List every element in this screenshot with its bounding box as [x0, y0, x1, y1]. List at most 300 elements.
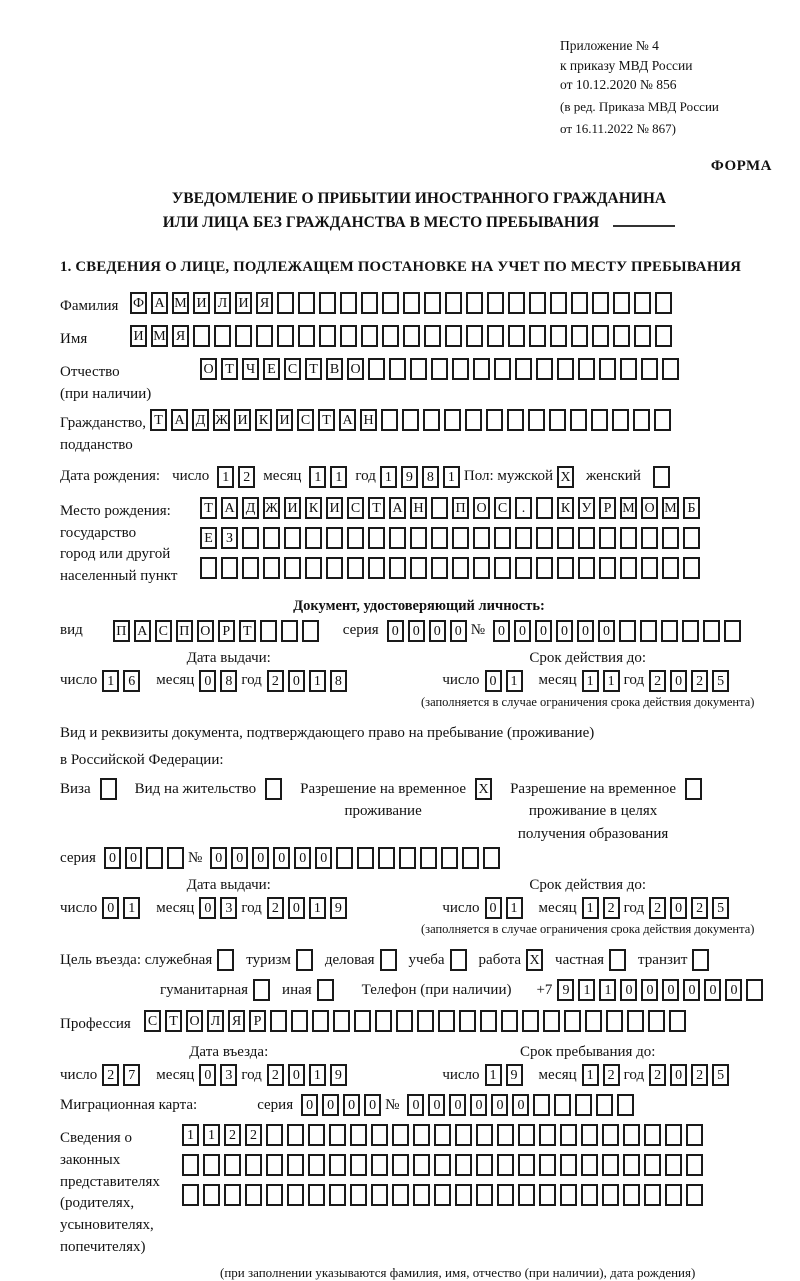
char-cell[interactable]: 0 — [102, 897, 119, 919]
char-cell[interactable] — [550, 325, 567, 347]
char-cell[interactable] — [455, 1124, 472, 1146]
char-cell[interactable]: Я — [172, 325, 189, 347]
char-cell[interactable] — [473, 557, 490, 579]
char-cell[interactable] — [350, 1154, 367, 1176]
char-cell[interactable] — [515, 557, 532, 579]
char-cell[interactable] — [410, 358, 427, 380]
char-cell[interactable]: С — [284, 358, 301, 380]
char-cell[interactable] — [182, 1184, 199, 1206]
char-cell[interactable] — [497, 1184, 514, 1206]
char-cell[interactable] — [403, 292, 420, 314]
char-cell[interactable]: 0 — [725, 979, 742, 1001]
char-cell[interactable]: Е — [263, 358, 280, 380]
char-cell[interactable] — [591, 409, 608, 431]
char-cell[interactable]: 2 — [102, 1064, 119, 1086]
char-cell[interactable] — [560, 1124, 577, 1146]
char-cell[interactable]: Н — [410, 497, 427, 519]
char-cell[interactable] — [413, 1184, 430, 1206]
char-cell[interactable]: 0 — [535, 620, 552, 642]
char-cell[interactable]: А — [171, 409, 188, 431]
char-cell[interactable] — [445, 292, 462, 314]
char-cell[interactable] — [682, 620, 699, 642]
char-cell[interactable] — [571, 292, 588, 314]
char-cell[interactable]: 0 — [273, 847, 290, 869]
char-cell[interactable]: И — [130, 325, 147, 347]
char-cell[interactable] — [606, 1010, 623, 1032]
char-cell[interactable] — [399, 847, 416, 869]
char-cell[interactable] — [539, 1124, 556, 1146]
char-cell[interactable]: 1 — [506, 670, 523, 692]
char-cell[interactable]: 0 — [199, 897, 216, 919]
char-cell[interactable] — [620, 358, 637, 380]
char-cell[interactable]: 5 — [712, 897, 729, 919]
char-cell[interactable] — [396, 1010, 413, 1032]
char-cell[interactable] — [260, 620, 277, 642]
char-cell[interactable] — [340, 325, 357, 347]
char-cell[interactable] — [570, 409, 587, 431]
char-cell[interactable]: 2 — [224, 1124, 241, 1146]
char-cell[interactable] — [368, 527, 385, 549]
char-cell[interactable]: 0 — [683, 979, 700, 1001]
char-cell[interactable] — [648, 1010, 665, 1032]
char-cell[interactable] — [235, 325, 252, 347]
char-cell[interactable] — [613, 325, 630, 347]
char-cell[interactable] — [224, 1154, 241, 1176]
char-cell[interactable]: . — [515, 497, 532, 519]
char-cell[interactable] — [497, 1154, 514, 1176]
char-cell[interactable] — [581, 1154, 598, 1176]
char-cell[interactable]: 0 — [470, 1094, 487, 1116]
char-cell[interactable]: 8 — [422, 466, 439, 488]
char-cell[interactable]: 9 — [330, 1064, 347, 1086]
char-cell[interactable] — [420, 847, 437, 869]
char-cell[interactable]: К — [255, 409, 272, 431]
char-cell[interactable]: О — [473, 497, 490, 519]
char-cell[interactable] — [382, 292, 399, 314]
char-cell[interactable] — [182, 1154, 199, 1176]
char-cell[interactable] — [692, 949, 709, 971]
char-cell[interactable]: 0 — [199, 1064, 216, 1086]
char-cell[interactable]: 1 — [506, 897, 523, 919]
char-cell[interactable] — [256, 325, 273, 347]
char-cell[interactable] — [361, 325, 378, 347]
char-cell[interactable] — [329, 1184, 346, 1206]
char-cell[interactable] — [575, 1094, 592, 1116]
char-cell[interactable]: Р — [218, 620, 235, 642]
char-cell[interactable] — [410, 557, 427, 579]
char-cell[interactable] — [494, 527, 511, 549]
char-cell[interactable] — [347, 527, 364, 549]
char-cell[interactable] — [308, 1184, 325, 1206]
char-cell[interactable]: 0 — [670, 670, 687, 692]
char-cell[interactable] — [665, 1124, 682, 1146]
char-cell[interactable]: Ж — [263, 497, 280, 519]
char-cell[interactable] — [455, 1154, 472, 1176]
char-cell[interactable]: 2 — [603, 897, 620, 919]
char-cell[interactable] — [392, 1184, 409, 1206]
char-cell[interactable] — [641, 557, 658, 579]
char-cell[interactable]: 0 — [301, 1094, 318, 1116]
char-cell[interactable]: 1 — [578, 979, 595, 1001]
char-cell[interactable] — [266, 1184, 283, 1206]
char-cell[interactable]: 0 — [252, 847, 269, 869]
char-cell[interactable] — [413, 1154, 430, 1176]
char-cell[interactable] — [329, 1124, 346, 1146]
char-cell[interactable]: 0 — [493, 620, 510, 642]
char-cell[interactable] — [557, 557, 574, 579]
char-cell[interactable] — [410, 527, 427, 549]
char-cell[interactable] — [305, 527, 322, 549]
char-cell[interactable]: 0 — [556, 620, 573, 642]
char-cell[interactable]: А — [389, 497, 406, 519]
char-cell[interactable]: Т — [200, 497, 217, 519]
char-cell[interactable] — [644, 1124, 661, 1146]
char-cell[interactable]: О — [347, 358, 364, 380]
char-cell[interactable] — [578, 527, 595, 549]
char-cell[interactable] — [146, 847, 163, 869]
char-cell[interactable]: 1 — [380, 466, 397, 488]
char-cell[interactable] — [494, 557, 511, 579]
char-cell[interactable] — [662, 358, 679, 380]
char-cell[interactable]: 0 — [428, 1094, 445, 1116]
char-cell[interactable] — [380, 949, 397, 971]
char-cell[interactable] — [298, 325, 315, 347]
char-cell[interactable] — [602, 1184, 619, 1206]
char-cell[interactable] — [507, 409, 524, 431]
char-cell[interactable] — [518, 1124, 535, 1146]
char-cell[interactable] — [476, 1184, 493, 1206]
char-cell[interactable] — [266, 1154, 283, 1176]
char-cell[interactable] — [483, 847, 500, 869]
char-cell[interactable]: 0 — [322, 1094, 339, 1116]
char-cell[interactable] — [333, 1010, 350, 1032]
char-cell[interactable] — [560, 1154, 577, 1176]
char-cell[interactable] — [287, 1124, 304, 1146]
char-cell[interactable] — [368, 358, 385, 380]
char-cell[interactable]: З — [221, 527, 238, 549]
char-cell[interactable] — [350, 1184, 367, 1206]
char-cell[interactable]: С — [494, 497, 511, 519]
char-cell[interactable]: Д — [242, 497, 259, 519]
char-cell[interactable] — [665, 1184, 682, 1206]
char-cell[interactable]: М — [172, 292, 189, 314]
char-cell[interactable]: И — [276, 409, 293, 431]
char-cell[interactable] — [528, 409, 545, 431]
char-cell[interactable] — [382, 325, 399, 347]
char-cell[interactable] — [302, 620, 319, 642]
char-cell[interactable] — [389, 358, 406, 380]
char-cell[interactable] — [501, 1010, 518, 1032]
char-cell[interactable] — [634, 292, 651, 314]
char-cell[interactable] — [438, 1010, 455, 1032]
char-cell[interactable]: 1 — [123, 897, 140, 919]
char-cell[interactable] — [224, 1184, 241, 1206]
char-cell[interactable]: 0 — [288, 897, 305, 919]
char-cell[interactable] — [655, 325, 672, 347]
char-cell[interactable] — [724, 620, 741, 642]
char-cell[interactable] — [266, 1124, 283, 1146]
char-cell[interactable]: М — [151, 325, 168, 347]
char-cell[interactable] — [641, 527, 658, 549]
char-cell[interactable]: К — [557, 497, 574, 519]
char-cell[interactable] — [683, 557, 700, 579]
char-cell[interactable] — [550, 292, 567, 314]
char-cell[interactable]: 0 — [512, 1094, 529, 1116]
char-cell[interactable]: С — [155, 620, 172, 642]
char-cell[interactable]: 0 — [449, 1094, 466, 1116]
char-cell[interactable]: П — [113, 620, 130, 642]
char-cell[interactable]: Т — [150, 409, 167, 431]
char-cell[interactable]: 2 — [649, 670, 666, 692]
char-cell[interactable] — [389, 557, 406, 579]
char-cell[interactable]: 9 — [330, 897, 347, 919]
char-cell[interactable] — [444, 409, 461, 431]
char-cell[interactable] — [662, 557, 679, 579]
char-cell[interactable] — [487, 325, 504, 347]
char-cell[interactable] — [578, 557, 595, 579]
char-cell[interactable] — [557, 527, 574, 549]
char-cell[interactable] — [560, 1184, 577, 1206]
char-cell[interactable] — [536, 527, 553, 549]
char-cell[interactable] — [452, 527, 469, 549]
char-cell[interactable] — [354, 1010, 371, 1032]
char-cell[interactable]: Т — [318, 409, 335, 431]
char-cell[interactable] — [424, 292, 441, 314]
char-cell[interactable] — [592, 325, 609, 347]
char-cell[interactable]: Т — [305, 358, 322, 380]
char-cell[interactable]: 6 — [123, 670, 140, 692]
char-cell[interactable]: 0 — [210, 847, 227, 869]
char-cell[interactable] — [634, 325, 651, 347]
char-cell[interactable]: 1 — [603, 670, 620, 692]
char-cell[interactable] — [242, 557, 259, 579]
char-cell[interactable]: X — [557, 466, 574, 488]
char-cell[interactable] — [265, 778, 282, 800]
char-cell[interactable] — [518, 1184, 535, 1206]
char-cell[interactable]: А — [151, 292, 168, 314]
char-cell[interactable] — [392, 1124, 409, 1146]
char-cell[interactable]: 2 — [691, 670, 708, 692]
char-cell[interactable] — [613, 292, 630, 314]
char-cell[interactable] — [654, 409, 671, 431]
char-cell[interactable]: 9 — [506, 1064, 523, 1086]
char-cell[interactable] — [494, 358, 511, 380]
char-cell[interactable] — [452, 557, 469, 579]
char-cell[interactable]: А — [339, 409, 356, 431]
char-cell[interactable] — [431, 527, 448, 549]
char-cell[interactable] — [602, 1124, 619, 1146]
char-cell[interactable] — [462, 847, 479, 869]
char-cell[interactable] — [326, 527, 343, 549]
char-cell[interactable] — [518, 1154, 535, 1176]
char-cell[interactable] — [291, 1010, 308, 1032]
char-cell[interactable] — [662, 527, 679, 549]
char-cell[interactable] — [423, 409, 440, 431]
char-cell[interactable] — [554, 1094, 571, 1116]
char-cell[interactable]: Я — [256, 292, 273, 314]
char-cell[interactable] — [452, 358, 469, 380]
char-cell[interactable] — [609, 949, 626, 971]
char-cell[interactable] — [371, 1154, 388, 1176]
char-cell[interactable]: Д — [192, 409, 209, 431]
char-cell[interactable] — [536, 358, 553, 380]
char-cell[interactable] — [539, 1154, 556, 1176]
char-cell[interactable] — [319, 292, 336, 314]
char-cell[interactable] — [543, 1010, 560, 1032]
char-cell[interactable] — [434, 1184, 451, 1206]
char-cell[interactable]: 0 — [231, 847, 248, 869]
char-cell[interactable]: О — [641, 497, 658, 519]
char-cell[interactable] — [685, 778, 702, 800]
char-cell[interactable]: И — [284, 497, 301, 519]
char-cell[interactable] — [497, 1124, 514, 1146]
char-cell[interactable]: 9 — [557, 979, 574, 1001]
char-cell[interactable]: Р — [599, 497, 616, 519]
char-cell[interactable] — [375, 1010, 392, 1032]
char-cell[interactable] — [486, 409, 503, 431]
char-cell[interactable]: 0 — [364, 1094, 381, 1116]
char-cell[interactable] — [381, 409, 398, 431]
char-cell[interactable] — [308, 1154, 325, 1176]
char-cell[interactable]: 2 — [267, 670, 284, 692]
char-cell[interactable] — [508, 325, 525, 347]
char-cell[interactable] — [686, 1124, 703, 1146]
char-cell[interactable] — [644, 1184, 661, 1206]
char-cell[interactable]: М — [662, 497, 679, 519]
char-cell[interactable] — [312, 1010, 329, 1032]
char-cell[interactable] — [378, 847, 395, 869]
char-cell[interactable] — [515, 527, 532, 549]
char-cell[interactable] — [371, 1184, 388, 1206]
char-cell[interactable]: 0 — [577, 620, 594, 642]
char-cell[interactable]: 2 — [691, 897, 708, 919]
char-cell[interactable] — [277, 325, 294, 347]
char-cell[interactable] — [203, 1184, 220, 1206]
char-cell[interactable]: 0 — [294, 847, 311, 869]
char-cell[interactable] — [623, 1154, 640, 1176]
char-cell[interactable] — [619, 620, 636, 642]
char-cell[interactable]: П — [452, 497, 469, 519]
char-cell[interactable]: 1 — [582, 897, 599, 919]
char-cell[interactable] — [599, 527, 616, 549]
char-cell[interactable] — [431, 557, 448, 579]
char-cell[interactable] — [623, 1124, 640, 1146]
char-cell[interactable] — [466, 292, 483, 314]
char-cell[interactable] — [200, 557, 217, 579]
char-cell[interactable] — [585, 1010, 602, 1032]
char-cell[interactable]: 0 — [514, 620, 531, 642]
char-cell[interactable] — [539, 1184, 556, 1206]
char-cell[interactable] — [361, 292, 378, 314]
char-cell[interactable]: О — [197, 620, 214, 642]
char-cell[interactable]: Л — [214, 292, 231, 314]
char-cell[interactable]: Е — [200, 527, 217, 549]
char-cell[interactable] — [515, 358, 532, 380]
char-cell[interactable] — [602, 1154, 619, 1176]
char-cell[interactable]: 0 — [429, 620, 446, 642]
char-cell[interactable] — [581, 1124, 598, 1146]
char-cell[interactable]: 1 — [309, 897, 326, 919]
char-cell[interactable]: 1 — [330, 466, 347, 488]
char-cell[interactable]: X — [526, 949, 543, 971]
char-cell[interactable] — [557, 358, 574, 380]
char-cell[interactable]: Т — [368, 497, 385, 519]
char-cell[interactable]: 2 — [691, 1064, 708, 1086]
char-cell[interactable]: 0 — [125, 847, 142, 869]
char-cell[interactable] — [340, 292, 357, 314]
char-cell[interactable] — [417, 1010, 434, 1032]
char-cell[interactable]: О — [186, 1010, 203, 1032]
char-cell[interactable] — [308, 1124, 325, 1146]
char-cell[interactable]: 0 — [485, 670, 502, 692]
char-cell[interactable]: 0 — [315, 847, 332, 869]
char-cell[interactable]: И — [193, 292, 210, 314]
char-cell[interactable]: 0 — [199, 670, 216, 692]
char-cell[interactable]: 8 — [330, 670, 347, 692]
char-cell[interactable]: 0 — [485, 897, 502, 919]
char-cell[interactable]: И — [235, 292, 252, 314]
char-cell[interactable] — [620, 527, 637, 549]
char-cell[interactable] — [431, 497, 448, 519]
char-cell[interactable] — [424, 325, 441, 347]
char-cell[interactable] — [686, 1154, 703, 1176]
char-cell[interactable] — [371, 1124, 388, 1146]
char-cell[interactable]: 0 — [491, 1094, 508, 1116]
char-cell[interactable] — [389, 527, 406, 549]
char-cell[interactable]: 1 — [309, 1064, 326, 1086]
char-cell[interactable]: 5 — [712, 1064, 729, 1086]
char-cell[interactable] — [640, 620, 657, 642]
char-cell[interactable] — [746, 979, 763, 1001]
char-cell[interactable]: 0 — [387, 620, 404, 642]
char-cell[interactable]: Р — [249, 1010, 266, 1032]
char-cell[interactable]: 0 — [670, 1064, 687, 1086]
char-cell[interactable] — [245, 1184, 262, 1206]
char-cell[interactable] — [686, 1184, 703, 1206]
char-cell[interactable] — [508, 292, 525, 314]
char-cell[interactable]: Т — [221, 358, 238, 380]
char-cell[interactable]: 0 — [288, 1064, 305, 1086]
char-cell[interactable] — [214, 325, 231, 347]
char-cell[interactable] — [287, 1154, 304, 1176]
char-cell[interactable]: С — [297, 409, 314, 431]
char-cell[interactable] — [665, 1154, 682, 1176]
char-cell[interactable] — [270, 1010, 287, 1032]
char-cell[interactable] — [326, 557, 343, 579]
char-cell[interactable]: 1 — [309, 466, 326, 488]
char-cell[interactable]: К — [305, 497, 322, 519]
char-cell[interactable]: 0 — [662, 979, 679, 1001]
char-cell[interactable] — [578, 358, 595, 380]
char-cell[interactable]: Ф — [130, 292, 147, 314]
char-cell[interactable]: 2 — [649, 897, 666, 919]
char-cell[interactable] — [336, 847, 353, 869]
char-cell[interactable]: У — [578, 497, 595, 519]
char-cell[interactable] — [549, 409, 566, 431]
char-cell[interactable] — [623, 1184, 640, 1206]
char-cell[interactable] — [592, 292, 609, 314]
char-cell[interactable] — [476, 1124, 493, 1146]
char-cell[interactable] — [441, 847, 458, 869]
char-cell[interactable]: 3 — [220, 897, 237, 919]
char-cell[interactable]: 1 — [217, 466, 234, 488]
char-cell[interactable]: 0 — [620, 979, 637, 1001]
char-cell[interactable] — [612, 409, 629, 431]
char-cell[interactable] — [487, 292, 504, 314]
char-cell[interactable]: 2 — [238, 466, 255, 488]
char-cell[interactable] — [599, 358, 616, 380]
char-cell[interactable]: 0 — [408, 620, 425, 642]
